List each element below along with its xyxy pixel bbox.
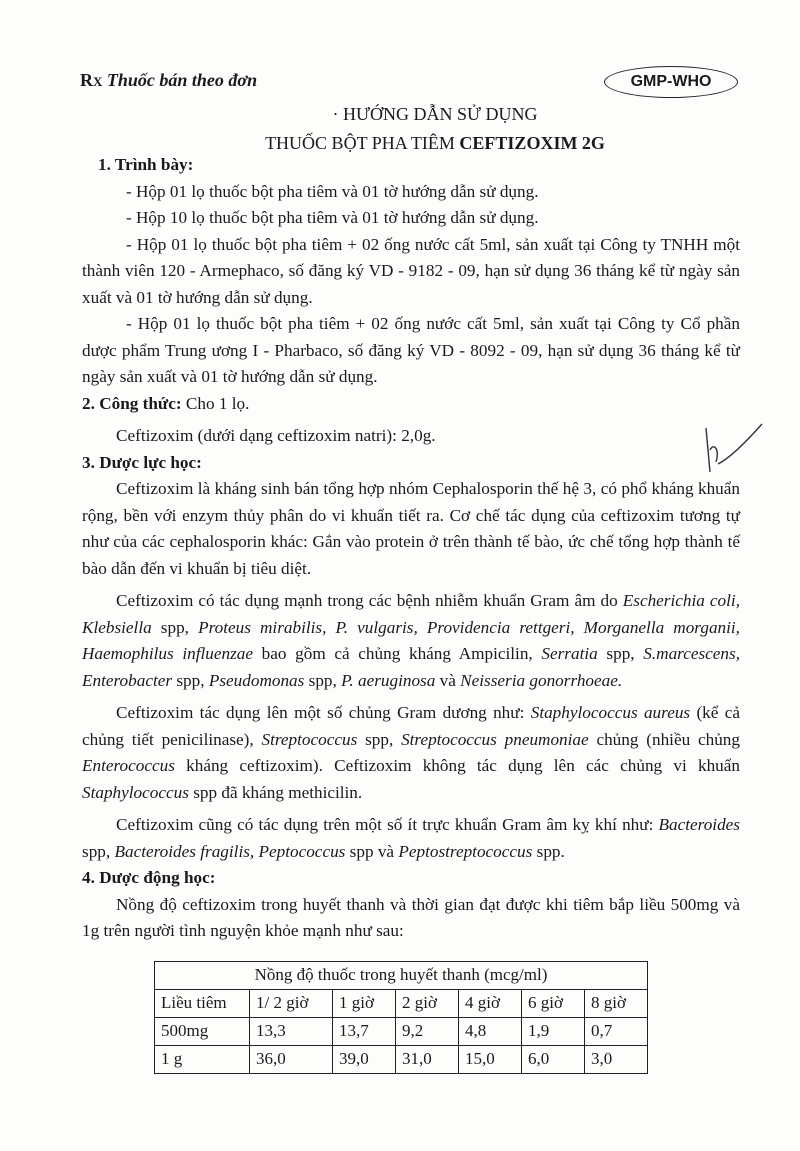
table-cell: 0,7 bbox=[585, 1017, 648, 1045]
section-2-heading: 2. Công thức: bbox=[82, 393, 182, 413]
document-body bbox=[82, 152, 740, 1074]
table-cell: 39,0 bbox=[333, 1045, 396, 1073]
table-header: 1 giờ bbox=[333, 989, 396, 1017]
table-header: 8 giờ bbox=[585, 989, 648, 1017]
pharmacodynamics-p4: Ceftizoxim cũng có tác dụng trên một số ít trực khuẩn Gram âm kỵ khí như: Bacteroides spp, Bacteroides fragilis, Peptococcus spp và Peptostreptococcus spp. bbox=[82, 815, 740, 861]
section-1-heading: 1. Trình bày: bbox=[98, 155, 194, 174]
table-cell: 1,9 bbox=[522, 1017, 585, 1045]
table-cell: 6,0 bbox=[522, 1045, 585, 1073]
table-cell: 15,0 bbox=[459, 1045, 522, 1073]
pharmacokinetics-p1: Nồng độ ceftizoxim trong huyết thanh và thời gian đạt được khi tiêm bắp liều 500mg và 1g trên người tình nguyện khỏe mạnh như sau: bbox=[82, 894, 740, 940]
document-title: · HƯỚNG DẪN SỬ DỤNG bbox=[332, 104, 538, 124]
section-3-heading: 3. Dược lực học: bbox=[82, 452, 202, 472]
table-header-row bbox=[155, 989, 648, 1017]
table-caption: Nồng độ thuốc trong huyết thanh (mcg/ml) bbox=[155, 961, 648, 989]
gmp-who-badge: GMP-WHO bbox=[604, 66, 738, 98]
table-cell: 13,3 bbox=[250, 1017, 333, 1045]
table-row bbox=[155, 1045, 648, 1073]
presentation-item: - Hộp 01 lọ thuốc bột pha tiêm + 02 ống nước cất 5ml, sản xuất tại Công ty Cổ phần dược phẩm Trung ương I - Pharbaco, số đăng ký VD - 8092 - 09, hạn sử dụng 36 tháng kể từ ngày sản xuất và 01 tờ hướng dẫn sử dụng. bbox=[82, 314, 740, 386]
table-header: 2 giờ bbox=[396, 989, 459, 1017]
table-caption-row bbox=[155, 961, 648, 989]
section-2-inline: Cho 1 lọ. bbox=[181, 393, 250, 413]
table-header: 1/ 2 giờ bbox=[250, 989, 333, 1017]
pharmacodynamics-p2: Ceftizoxim có tác dụng mạnh trong các bệnh nhiễm khuẩn Gram âm do Escherichia coli, Klebsiella spp, Proteus mirabilis, P. vulgaris, Providencia rettgeri, Morganella morganii, Haemophilus influenzae bao gồm cả chủng kháng Ampicilin, Serratia spp, S.marcescens, Enterobacter spp, Pseudomonas spp, P. aeruginosa và Neisseria gonorrhoeae. bbox=[82, 591, 740, 690]
table-cell: 3,0 bbox=[585, 1045, 648, 1073]
presentation-item: - Hộp 01 lọ thuốc bột pha tiêm + 02 ống nước cất 5ml, sản xuất tại Công ty TNHH một thành viên 120 - Armephaco, số đăng ký VD - 9182 - 09, hạn sử dụng 36 tháng kể từ ngày sản xuất và 01 tờ hướng dẫn sử dụng. bbox=[82, 234, 740, 307]
rx-header bbox=[80, 70, 257, 91]
pharmacodynamics-p1: Ceftizoxim là kháng sinh bán tổng hợp nhóm Cephalosporin thế hệ 3, có phổ kháng khuẩn rộng, bền với enzym thủy phân do vi khuẩn tiết ra. Cơ chế tác dụng của ceftizoxim tương tự như của các cephalosporin khác: Gắn vào protein ở trên thành tế bào, ức chế tổng hợp thành tế bào dẫn đến vi khuẩn bị tiêu diệt. bbox=[82, 479, 740, 578]
table-cell: 31,0 bbox=[396, 1045, 459, 1073]
table-cell: 13,7 bbox=[333, 1017, 396, 1045]
table-cell: 9,2 bbox=[396, 1017, 459, 1045]
table-header: 4 giờ bbox=[459, 989, 522, 1017]
formula-line: Ceftizoxim (dưới dạng ceftizoxim natri): 2,0g. bbox=[116, 426, 436, 445]
section-4-heading: 4. Dược động học: bbox=[82, 868, 216, 887]
section-2-line bbox=[82, 391, 740, 418]
table-cell: 1 g bbox=[155, 1045, 250, 1073]
table-row bbox=[155, 1017, 648, 1045]
serum-concentration-table bbox=[154, 961, 648, 1074]
document-subtitle bbox=[0, 133, 800, 154]
subtitle-prefix: THUỐC BỘT PHA TIÊM bbox=[265, 133, 460, 153]
rx-symbol: R bbox=[80, 70, 93, 90]
pharmacodynamics-p3: Ceftizoxim tác dụng lên một số chủng Gram dương như: Staphylococcus aureus (kể cả chủng tiết penicilinase), Streptococcus spp, Streptococcus pneumoniae chủng (nhiều chủng Enterococcus kháng ceftizoxim). Ceftizoxim không tác dụng lên các chủng vi khuẩn Staphylococcus spp đã kháng methicilin. bbox=[82, 703, 740, 802]
presentation-item: - Hộp 01 lọ thuốc bột pha tiêm và 01 tờ hướng dẫn sử dụng. bbox=[126, 181, 539, 201]
table-cell: 36,0 bbox=[250, 1045, 333, 1073]
table-cell: 4,8 bbox=[459, 1017, 522, 1045]
rx-subscript: X bbox=[93, 74, 103, 89]
table-header: Liều tiêm bbox=[155, 989, 250, 1017]
table-header: 6 giờ bbox=[522, 989, 585, 1017]
presentation-item: - Hộp 10 lọ thuốc bột pha tiêm và 01 tờ hướng dẫn sử dụng. bbox=[126, 208, 539, 227]
product-name: CEFTIZOXIM 2G bbox=[459, 133, 605, 153]
prescription-label: Thuốc bán theo đơn bbox=[106, 70, 258, 90]
table-cell: 500mg bbox=[155, 1017, 250, 1045]
